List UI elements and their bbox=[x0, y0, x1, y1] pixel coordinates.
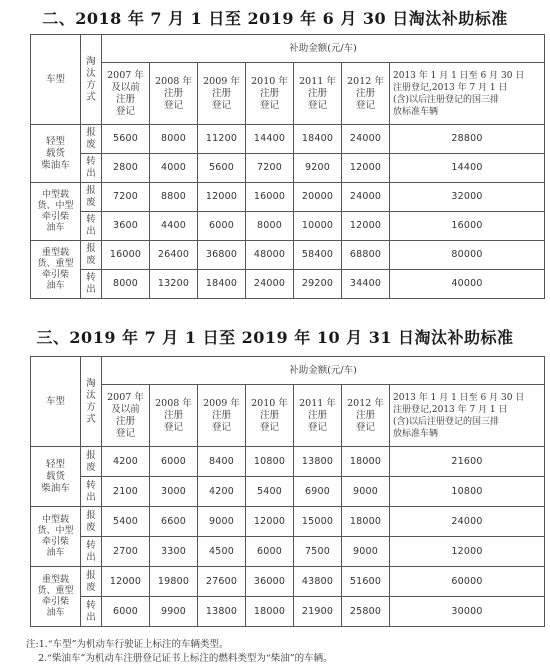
amount-cell: 21900 bbox=[294, 597, 342, 627]
amount-cell: 15000 bbox=[294, 507, 342, 537]
amount-cell: 4000 bbox=[150, 154, 198, 183]
amount-cell: 13800 bbox=[198, 597, 246, 627]
amount-cell: 16000 bbox=[102, 241, 150, 270]
year-header-2013: 2013 年 1 月 1 日至 6 月 30 日 注册登记,2013 年 7 月 1 日 (含)以后注册登记的国三排 放标准车辆 bbox=[390, 63, 545, 125]
amount-cell: 8800 bbox=[150, 183, 198, 212]
year-header-2009: 2009 年 注册 登记 bbox=[198, 385, 246, 447]
table-row bbox=[31, 447, 545, 477]
amount-cell: 32000 bbox=[390, 183, 545, 212]
amount-cell: 14400 bbox=[246, 125, 294, 154]
method-scrap: 报 废 bbox=[81, 507, 102, 537]
year-header-2010: 2010 年 注册 登记 bbox=[246, 63, 294, 125]
amount-cell: 43800 bbox=[294, 567, 342, 597]
method-header: 淘 汰 方 式 bbox=[81, 35, 102, 125]
amount-cell: 4400 bbox=[150, 212, 198, 241]
header-row bbox=[31, 35, 545, 63]
amount-cell: 8000 bbox=[150, 125, 198, 154]
vehicle-type-medium: 中型载 货、中型 牵引柴 油车 bbox=[31, 183, 81, 241]
amount-cell: 2800 bbox=[102, 154, 150, 183]
amount-cell: 10800 bbox=[390, 477, 545, 507]
amount-cell: 16000 bbox=[390, 212, 545, 241]
amount-cell: 25800 bbox=[342, 597, 390, 627]
amount-cell: 18000 bbox=[342, 507, 390, 537]
amount-cell: 60000 bbox=[390, 567, 545, 597]
year-header-row bbox=[31, 385, 545, 447]
amount-cell: 3000 bbox=[150, 477, 198, 507]
amount-cell: 8000 bbox=[102, 270, 150, 299]
amount-cell: 7500 bbox=[294, 537, 342, 567]
amount-cell: 7200 bbox=[102, 183, 150, 212]
amount-cell: 21600 bbox=[390, 447, 545, 477]
amount-cell: 20000 bbox=[294, 183, 342, 212]
method-scrap: 报 废 bbox=[81, 183, 102, 212]
year-header-2012: 2012 年 注册 登记 bbox=[342, 385, 390, 447]
vehicle-type-light: 轻型 载货 柴油车 bbox=[31, 447, 81, 507]
method-transfer: 转 出 bbox=[81, 537, 102, 567]
header-row bbox=[31, 357, 545, 385]
method-scrap: 报 废 bbox=[81, 447, 102, 477]
footnote-1: 注:1.“车型”为机动车行驶证上标注的车辆类型。 bbox=[26, 639, 229, 650]
amount-cell: 14400 bbox=[390, 154, 545, 183]
amount-cell: 18400 bbox=[198, 270, 246, 299]
vehicle-type-light: 轻型 载货 柴油车 bbox=[31, 125, 81, 183]
table-row bbox=[31, 537, 545, 567]
table-row bbox=[31, 270, 545, 299]
method-transfer: 转 出 bbox=[81, 212, 102, 241]
amount-cell: 58400 bbox=[294, 241, 342, 270]
year-header-2013: 2013 年 1 月 1 日至 6 月 30 日 注册登记,2013 年 7 月 1 日 (含)以后注册登记的国三排 放标准车辆 bbox=[390, 385, 545, 447]
amount-cell: 12000 bbox=[198, 183, 246, 212]
amount-cell: 24000 bbox=[390, 507, 545, 537]
method-transfer: 转 出 bbox=[81, 154, 102, 183]
year-header-2011: 2011 年 注册 登记 bbox=[294, 385, 342, 447]
year-header-2009: 2009 年 注册 登记 bbox=[198, 63, 246, 125]
amount-cell: 4200 bbox=[102, 447, 150, 477]
amount-cell: 9000 bbox=[198, 507, 246, 537]
year-header-row bbox=[31, 63, 545, 125]
amount-cell: 24000 bbox=[342, 125, 390, 154]
amount-cell: 2100 bbox=[102, 477, 150, 507]
subsidy-table-2019 bbox=[30, 356, 545, 627]
amount-cell: 4200 bbox=[198, 477, 246, 507]
amount-cell: 80000 bbox=[390, 241, 545, 270]
amount-cell: 3300 bbox=[150, 537, 198, 567]
amount-cell: 6000 bbox=[102, 597, 150, 627]
amount-cell: 18000 bbox=[342, 447, 390, 477]
year-header-2008: 2008 年 注册 登记 bbox=[150, 63, 198, 125]
amount-cell: 9900 bbox=[150, 597, 198, 627]
method-transfer: 转 出 bbox=[81, 270, 102, 299]
footnote-2: 2.“柴油车”为机动车注册登记证书上标注的燃料类型为“柴油”的车辆。 bbox=[26, 653, 333, 664]
amount-cell: 5400 bbox=[246, 477, 294, 507]
year-header-2007: 2007 年 及以前 注册 登记 bbox=[102, 63, 150, 125]
amount-cell: 29200 bbox=[294, 270, 342, 299]
amount-cell: 13200 bbox=[150, 270, 198, 299]
method-transfer: 转 出 bbox=[81, 597, 102, 627]
amount-cell: 51600 bbox=[342, 567, 390, 597]
amount-cell: 8000 bbox=[246, 212, 294, 241]
vehicle-type-medium: 中型载 货、中型 牵引柴 油车 bbox=[31, 507, 81, 567]
method-scrap: 报 废 bbox=[81, 567, 102, 597]
amount-header: 补助金额(元/车) bbox=[102, 357, 545, 385]
footnotes bbox=[26, 638, 546, 666]
amount-cell: 6000 bbox=[150, 447, 198, 477]
amount-cell: 16000 bbox=[246, 183, 294, 212]
vehicle-type-header: 车型 bbox=[31, 35, 81, 125]
method-header: 淘 汰 方 式 bbox=[81, 357, 102, 447]
amount-cell: 26400 bbox=[150, 241, 198, 270]
year-header-2011: 2011 年 注册 登记 bbox=[294, 63, 342, 125]
amount-cell: 13800 bbox=[294, 447, 342, 477]
amount-cell: 9000 bbox=[342, 477, 390, 507]
amount-cell: 48000 bbox=[246, 241, 294, 270]
amount-cell: 10000 bbox=[294, 212, 342, 241]
method-scrap: 报 废 bbox=[81, 125, 102, 154]
section-title-2018: 二、2018 年 7 月 1 日至 2019 年 6 月 30 日淘汰补助标准 bbox=[42, 9, 508, 28]
amount-cell: 11200 bbox=[198, 125, 246, 154]
amount-cell: 27600 bbox=[198, 567, 246, 597]
year-header-2008: 2008 年 注册 登记 bbox=[150, 385, 198, 447]
year-header-2010: 2010 年 注册 登记 bbox=[246, 385, 294, 447]
table-row bbox=[31, 154, 545, 183]
amount-cell: 12000 bbox=[390, 537, 545, 567]
table-row bbox=[31, 567, 545, 597]
amount-cell: 3600 bbox=[102, 212, 150, 241]
amount-cell: 12000 bbox=[342, 212, 390, 241]
amount-cell: 5400 bbox=[102, 507, 150, 537]
table-row bbox=[31, 212, 545, 241]
year-header-2012: 2012 年 注册 登记 bbox=[342, 63, 390, 125]
method-scrap: 报 废 bbox=[81, 241, 102, 270]
amount-cell: 36800 bbox=[198, 241, 246, 270]
amount-cell: 34400 bbox=[342, 270, 390, 299]
amount-cell: 8400 bbox=[198, 447, 246, 477]
table-row bbox=[31, 125, 545, 154]
amount-cell: 36000 bbox=[246, 567, 294, 597]
amount-cell: 6900 bbox=[294, 477, 342, 507]
amount-cell: 7200 bbox=[246, 154, 294, 183]
amount-cell: 6600 bbox=[150, 507, 198, 537]
amount-cell: 12000 bbox=[102, 567, 150, 597]
section-title-2019: 三、2019 年 7 月 1 日至 2019 年 10 月 31 日淘汰补助标准 bbox=[36, 328, 514, 347]
amount-cell: 68800 bbox=[342, 241, 390, 270]
vehicle-type-heavy: 重型载 货、重型 牵引柴 油车 bbox=[31, 567, 81, 627]
amount-header: 补助金额(元/车) bbox=[102, 35, 545, 63]
table-row bbox=[31, 183, 545, 212]
table-row bbox=[31, 597, 545, 627]
amount-cell: 18400 bbox=[294, 125, 342, 154]
amount-cell: 19800 bbox=[150, 567, 198, 597]
amount-cell: 5600 bbox=[198, 154, 246, 183]
vehicle-type-heavy: 重型载 货、重型 牵引柴 油车 bbox=[31, 241, 81, 299]
table-row bbox=[31, 507, 545, 537]
amount-cell: 12000 bbox=[342, 154, 390, 183]
vehicle-type-header: 车型 bbox=[31, 357, 81, 447]
amount-cell: 24000 bbox=[246, 270, 294, 299]
amount-cell: 12000 bbox=[246, 507, 294, 537]
amount-cell: 10800 bbox=[246, 447, 294, 477]
table-row bbox=[31, 241, 545, 270]
amount-cell: 9000 bbox=[342, 537, 390, 567]
amount-cell: 2700 bbox=[102, 537, 150, 567]
table-row bbox=[31, 477, 545, 507]
amount-cell: 4500 bbox=[198, 537, 246, 567]
amount-cell: 24000 bbox=[342, 183, 390, 212]
subsidy-table-2018 bbox=[30, 34, 545, 299]
amount-cell: 5600 bbox=[102, 125, 150, 154]
year-header-2007: 2007 年 及以前 注册 登记 bbox=[102, 385, 150, 447]
method-transfer: 转 出 bbox=[81, 477, 102, 507]
amount-cell: 6000 bbox=[246, 537, 294, 567]
amount-cell: 30000 bbox=[390, 597, 545, 627]
amount-cell: 6000 bbox=[198, 212, 246, 241]
amount-cell: 40000 bbox=[390, 270, 545, 299]
amount-cell: 28800 bbox=[390, 125, 545, 154]
amount-cell: 18000 bbox=[246, 597, 294, 627]
amount-cell: 9200 bbox=[294, 154, 342, 183]
